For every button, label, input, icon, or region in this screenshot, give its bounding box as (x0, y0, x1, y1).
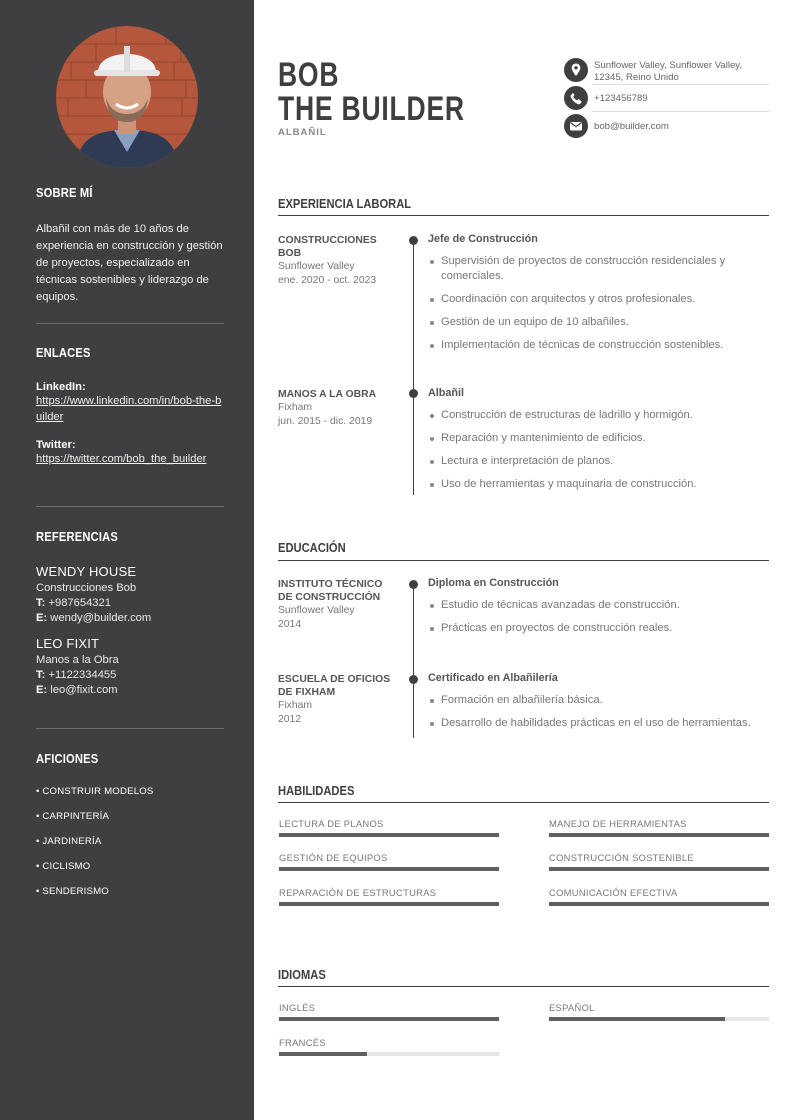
language-bar-fill (279, 1052, 367, 1056)
references-title: REFERENCIAS (36, 529, 119, 544)
reference-email (36, 684, 224, 696)
phone-label: T: (36, 597, 46, 609)
reference-item (36, 636, 224, 696)
skills-title: HABILIDADES (278, 783, 355, 798)
experience-item-left (278, 388, 396, 429)
employment-dates: ene. 2020 - oct. 2023 (278, 275, 377, 286)
skill-bar (279, 902, 499, 906)
skill-item (549, 852, 769, 863)
role-title: Albañil (428, 387, 464, 399)
list-item: Formación en albañilería básica. (428, 693, 770, 708)
school-location: Sunflower Valley (278, 605, 355, 616)
skill-name: REPARACIÓN DE ESTRUCTURAS (279, 887, 437, 898)
linkedin-label: LinkedIn: (36, 381, 86, 393)
education-item-left (278, 578, 396, 632)
sidebar-divider (36, 728, 224, 729)
about-text: Albañil con más de 10 años de experiencia en construcción y gestión de proyectos, especializado en técnicas sostenibles y liderazgo de equipos. (36, 223, 223, 303)
reference-phone (36, 597, 224, 609)
education-detail-list (428, 693, 770, 731)
education-item-right (428, 577, 770, 644)
skill-name: GESTIÓN DE EQUIPOS (279, 852, 388, 863)
education-title: EDUCACIÓN (278, 540, 346, 555)
reference-email-value: wendy@builder.com (50, 612, 152, 624)
skill-bar-fill (279, 833, 499, 837)
section-divider (278, 215, 769, 216)
language-bar-fill (549, 1017, 725, 1021)
skill-bar (549, 833, 769, 837)
profile-photo-image (56, 26, 198, 168)
language-item (279, 1037, 499, 1048)
skill-item (549, 887, 769, 898)
list-item: Desarrollo de habilidades prácticas en el uso de herramientas. (428, 716, 770, 731)
language-bar (279, 1017, 499, 1021)
education-item-left (278, 673, 396, 727)
sidebar (0, 0, 254, 1120)
timeline-line (413, 584, 414, 738)
education-detail-list (428, 598, 770, 636)
school-name: INSTITUTO TÉCNICO DE CONSTRUCCIÓN (278, 579, 383, 603)
email-label: E: (36, 684, 48, 696)
contact-separator (592, 111, 769, 112)
skill-bar-fill (279, 867, 499, 871)
list-item: Implementación de técnicas de construcción sostenibles. (428, 338, 770, 353)
reference-item (36, 564, 224, 624)
reference-company: Manos a la Obra (36, 654, 119, 666)
reference-email-value: leo@fixit.com (50, 684, 118, 696)
experience-item-right (428, 387, 770, 500)
list-item: Lectura e interpretación de planos. (428, 454, 770, 469)
hobbies-title: AFICIONES (36, 751, 99, 766)
skill-bar (279, 867, 499, 871)
reference-phone-value: +1122334455 (48, 669, 117, 681)
hobby-item: • CONSTRUIR MODELOS (36, 786, 154, 797)
skill-item (549, 818, 769, 829)
skill-item (279, 887, 499, 898)
address-text: Sunflower Valley, Sunflower Valley, 12345, Reino Unido (594, 60, 743, 83)
employer-location: Sunflower Valley (278, 261, 355, 272)
employer-location: Fixham (278, 402, 313, 413)
job-title: ALBAÑIL (278, 127, 327, 138)
skill-bar-fill (549, 902, 769, 906)
list-item: Prácticas en proyectos de construcción reales. (428, 621, 770, 636)
twitter-link[interactable]: https://twitter.com/bob_the_builder (36, 453, 207, 465)
profile-photo (56, 26, 198, 168)
language-name: FRANCÉS (279, 1037, 326, 1048)
language-bar-fill (279, 1017, 499, 1021)
email-text[interactable]: bob@builder.com (594, 121, 669, 132)
phone-label: T: (36, 669, 46, 681)
reference-phone-value: +987654321 (48, 597, 111, 609)
language-name: ESPAÑOL (549, 1002, 595, 1013)
linkedin-link[interactable]: https://www.linkedin.com/in/bob-the-builder (36, 395, 222, 423)
sidebar-divider (36, 323, 224, 324)
links-section (36, 345, 224, 467)
location-pin-icon (564, 58, 588, 82)
degree-title: Certificado en Albañilería (428, 672, 558, 684)
school-name: ESCUELA DE OFICIOS DE FIXHAM (278, 674, 391, 698)
school-location: Fixham (278, 700, 313, 711)
section-divider (278, 986, 769, 987)
reference-phone (36, 669, 224, 681)
list-item: Uso de herramientas y maquinaria de construcción. (428, 477, 770, 492)
references-section (36, 529, 224, 696)
last-name: THE BUILDER (278, 90, 465, 128)
reference-email (36, 612, 224, 624)
skill-bar-fill (549, 833, 769, 837)
experience-item-left (278, 234, 396, 288)
first-name: BOB (278, 56, 340, 94)
skill-bar (549, 902, 769, 906)
education-item-right (428, 672, 770, 739)
email-label: E: (36, 612, 48, 624)
timeline-line (413, 240, 414, 495)
list-item: Reparación y mantenimiento de edificios. (428, 431, 770, 446)
language-name: INGLÉS (279, 1002, 316, 1013)
hobby-item: • JARDINERÍA (36, 836, 102, 847)
role-title: Jefe de Construcción (428, 233, 538, 245)
language-bar (279, 1052, 499, 1056)
list-item: Coordinación con arquitectos y otros profesionales. (428, 292, 770, 307)
skill-name: MANEJO DE HERRAMIENTAS (549, 818, 687, 829)
hobby-item: • CICLISMO (36, 861, 91, 872)
link-item-twitter (36, 439, 224, 467)
skill-name: CONSTRUCCIÓN SOSTENIBLE (549, 852, 694, 863)
list-item: Estudio de técnicas avanzadas de construcción. (428, 598, 770, 613)
hobby-item: • SENDERISMO (36, 886, 109, 897)
skill-bar (279, 833, 499, 837)
skill-bar (549, 867, 769, 871)
about-section (36, 185, 224, 306)
languages-title: IDIOMAS (278, 967, 326, 982)
experience-title: EXPERIENCIA LABORAL (278, 196, 412, 211)
list-item: Supervisión de proyectos de construcción residenciales y comerciales. (428, 254, 770, 284)
about-title: SOBRE MÍ (36, 185, 93, 200)
education-dates: 2014 (278, 619, 302, 630)
section-divider (278, 560, 769, 561)
responsibility-list (428, 408, 770, 492)
envelope-icon (564, 114, 588, 138)
skill-item (279, 818, 499, 829)
twitter-label: Twitter: (36, 439, 76, 451)
employer-name: CONSTRUCCIONES BOB (278, 235, 377, 259)
phone-icon (564, 86, 588, 110)
skill-name: LECTURA DE PLANOS (279, 818, 384, 829)
reference-company: Construcciones Bob (36, 582, 137, 594)
skill-item (279, 852, 499, 863)
section-divider (278, 802, 769, 803)
sidebar-divider (36, 506, 224, 507)
list-item: Gestión de un equipo de 10 albañiles. (428, 315, 770, 330)
responsibility-list (428, 254, 770, 353)
experience-item-right (428, 233, 770, 361)
employment-dates: jun. 2015 - dic. 2019 (278, 416, 373, 427)
reference-name: LEO FIXIT (36, 636, 100, 651)
language-bar (549, 1017, 769, 1021)
language-item (549, 1002, 769, 1013)
link-item-linkedin (36, 381, 224, 425)
phone-text: +123456789 (594, 93, 648, 104)
timeline-dot (409, 236, 418, 245)
education-dates: 2012 (278, 714, 302, 725)
skill-bar-fill (549, 867, 769, 871)
language-item (279, 1002, 499, 1013)
timeline-dot (409, 580, 418, 589)
hobby-item: • CARPINTERÍA (36, 811, 110, 822)
contact-separator (592, 84, 769, 85)
skill-name: COMUNICACIÓN EFECTIVA (549, 887, 678, 898)
links-title: ENLACES (36, 345, 91, 360)
timeline-dot (409, 389, 418, 398)
skill-bar-fill (279, 902, 499, 906)
list-item: Construcción de estructuras de ladrillo y hormigón. (428, 408, 770, 423)
reference-name: WENDY HOUSE (36, 564, 137, 579)
degree-title: Diploma en Construcción (428, 577, 559, 589)
employer-name: MANOS A LA OBRA (278, 389, 377, 400)
timeline-dot (409, 675, 418, 684)
hobbies-section (36, 751, 224, 897)
